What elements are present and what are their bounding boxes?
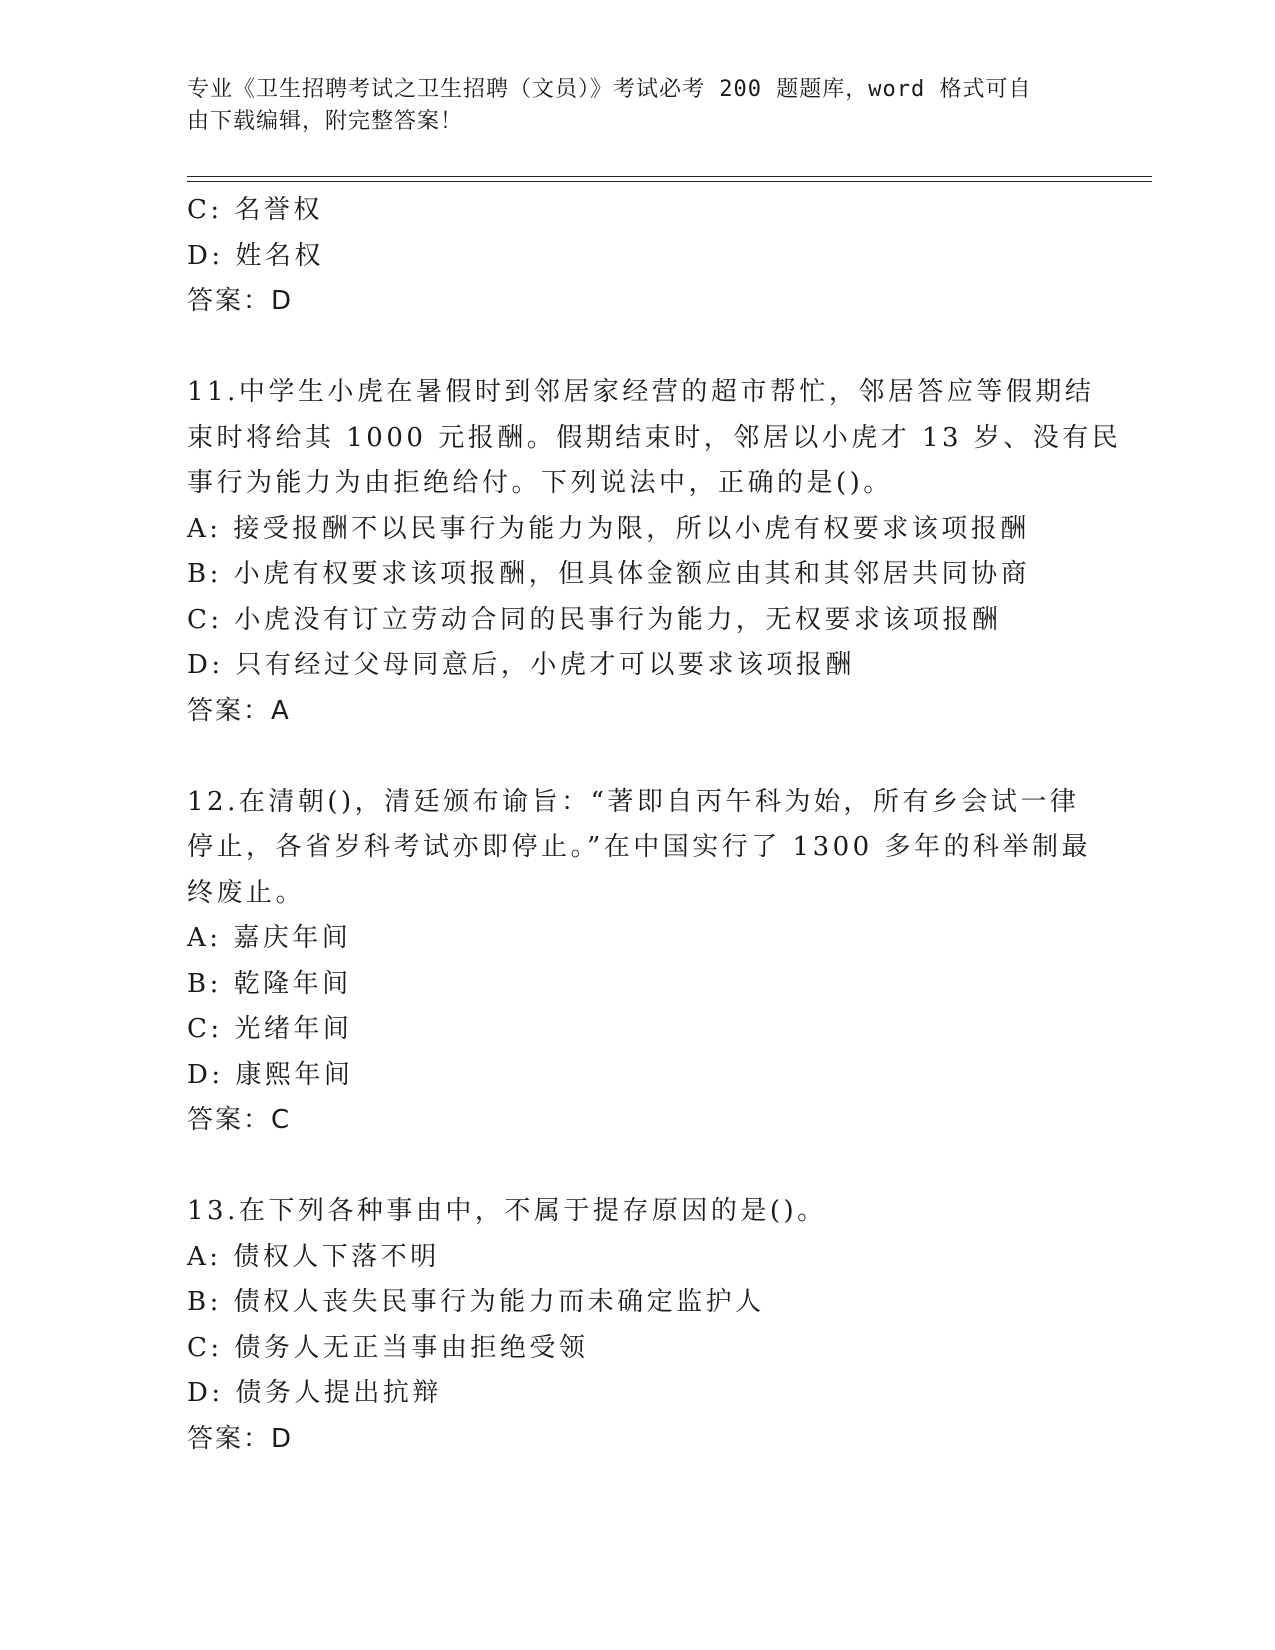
question-text: 11.中学生小虎在暑假时到邻居家经营的超市帮忙，邻居答应等假期结 xyxy=(187,377,1095,407)
question-text: 13.在下列各种事由中，不属于提存原因的是()。 xyxy=(187,1196,827,1226)
question-12 xyxy=(187,780,1091,1144)
option-c: C: 光绪年间 xyxy=(187,1014,353,1044)
answer-line: 答案：D xyxy=(187,1423,294,1454)
answer-line: 答案：D xyxy=(187,286,294,316)
option-a: A: 接受报酬不以民事行为能力为限，所以小虎有权要求该项报酬 xyxy=(187,513,1030,544)
option-c: C: 名誉权 xyxy=(187,195,323,225)
question-13 xyxy=(187,1189,1087,1462)
option-d: D: 债务人提出抗辩 xyxy=(187,1378,442,1408)
option-c: C: 债务人无正当事由拒绝受领 xyxy=(187,1332,589,1363)
option-b: B: 小虎有权要求该项报酬，但具体金额应由其和其邻居共同协商 xyxy=(187,559,1031,589)
question-list xyxy=(187,188,1122,1462)
previous-question-tail xyxy=(187,188,1087,325)
answer-line: 答案：A xyxy=(187,695,291,726)
question-11 xyxy=(187,370,1122,734)
question-text: 束时将给其 1000 元报酬。假期结束时，邻居以小虎才 13 岁、没有民 xyxy=(187,422,1122,453)
option-b: B: 债权人丧失民事行为能力而未确定监护人 xyxy=(187,1287,765,1317)
option-b: B: 乾隆年间 xyxy=(187,968,352,999)
header-title-line-2: 由下载编辑，附完整答案！ xyxy=(187,109,464,134)
option-c: C: 小虎没有订立劳动合同的民事行为能力，无权要求该项报酬 xyxy=(187,604,1002,635)
question-text: 事行为能力为由拒绝给付。下列说法中，正确的是()。 xyxy=(187,468,893,498)
question-text: 12.在清朝()，清廷颁布谕旨：“著即自丙午科为始，所有乡会试一律 xyxy=(187,786,1080,817)
header-rule-bottom xyxy=(187,181,1152,182)
option-a: A: 嘉庆年间 xyxy=(187,923,352,953)
option-a: A: 债权人下落不明 xyxy=(187,1241,440,1272)
header-rule-top xyxy=(187,176,1152,177)
question-text: 停止，各省岁科考试亦即停止。”在中国实行了 1300 多年的科举制最 xyxy=(187,832,1091,862)
header-title-line-1: 专业《卫生招聘考试之卫生招聘（文员）》考试必考 200 题题库，word 格式可自 xyxy=(187,77,1032,102)
option-d: D: 只有经过父母同意后，小虎才可以要求该项报酬 xyxy=(187,650,855,680)
option-d: D: 姓名权 xyxy=(187,240,324,271)
option-d: D: 康熙年间 xyxy=(187,1059,354,1090)
document-header xyxy=(187,74,1067,138)
answer-line: 答案：C xyxy=(187,1105,292,1135)
question-text: 终废止。 xyxy=(187,877,306,908)
